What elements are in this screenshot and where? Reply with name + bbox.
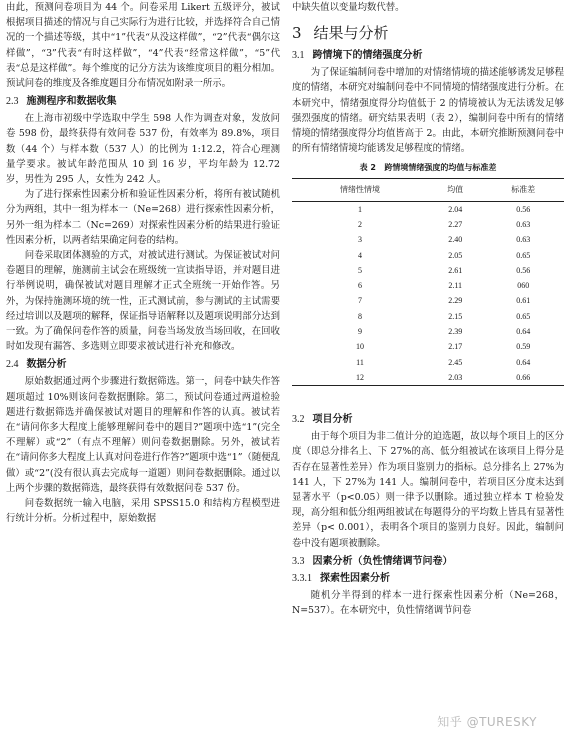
table-header-row: [292, 179, 564, 201]
emotion-intensity-table: [292, 178, 564, 386]
section-number: 3.3: [292, 555, 305, 567]
table-row: [292, 324, 564, 339]
table-cell: 2.29: [448, 296, 463, 306]
table-row: [292, 278, 564, 293]
table-cell: 9: [358, 327, 362, 337]
table-cell: 2.05: [448, 250, 463, 260]
table-title: 跨情境情绪强度的均值与标准差: [384, 163, 497, 173]
section-heading-3-2: [292, 412, 564, 428]
table-cell: 0.56: [516, 265, 531, 275]
table-row: [292, 339, 564, 354]
table-cell: 0.59: [516, 342, 531, 352]
paragraph: 随机分半得到的样本一进行探索性因素分析（Ne=268，N=537）。在本研究中，负性情绪调节问卷: [292, 589, 564, 617]
paragraph: 在上海市初级中学选取中学生 598 人作为调查对象，发放问卷 598 份，最终获得有效问卷 537 份，有效率为 89.8%，项目数（44 个）与样本数（537 人）的比例为 1:12.2，符合心理测量学要求。被试年龄范围从 10 到 16 岁，平均年龄为 12.72 岁，男性为 295 人，女性为 242 人。: [6, 113, 280, 186]
table-cell: 0.64: [516, 327, 531, 337]
table-cell: 5: [358, 265, 362, 275]
table-cell: 1: [358, 204, 362, 214]
table-cell: 2.39: [448, 327, 463, 337]
section-heading-3-3: [292, 554, 564, 570]
table-cell: 2: [358, 219, 362, 229]
table-cell: 2.61: [448, 265, 463, 275]
table-cell: 0.66: [482, 370, 564, 386]
section-heading-3-1: [292, 48, 564, 64]
table-cell: 2.04: [448, 204, 463, 214]
section-title: 数据分析: [26, 359, 67, 371]
section-number: 3: [292, 24, 302, 43]
section-title: 探索性因素分析: [320, 572, 390, 584]
section-number: 3.1: [292, 50, 305, 62]
section-number: 2.3: [6, 96, 19, 108]
table-cell: 12: [292, 370, 428, 386]
table-cell: 0.61: [516, 296, 531, 306]
table-row: [292, 355, 564, 370]
table-cell: 2.17: [448, 342, 463, 352]
paragraph: 问卷采取团体测验的方式，对被试进行测试。为保证被试对问卷题目的理解，施测前主试会在班级统一宣读指导语，并对题目进行举例说明，确保被试对题目理解才正式全班统一开始作答。另外，为保持施测环境的统一性，正式测试前，参与测试的主试需要经过培训以及题项的解释，保证指导语解释以及题项说明部分达到一致。为了确保问卷作答的质量，问卷当场发放当场回收，在回收时如发现有漏答、多选则立即要求被试进行补充和修改。: [6, 250, 280, 353]
section-title: 项目分析: [312, 414, 353, 426]
table-cell: 0.64: [516, 357, 531, 367]
table-header-cell: 情绪性情境: [292, 179, 428, 201]
table-cell: 060: [517, 281, 530, 291]
table-row: [292, 248, 564, 263]
table-cell: 2.40: [448, 235, 463, 245]
table-cell: 0.63: [516, 235, 531, 245]
paragraph: 由于每个项目为非二值计分的迫选题，故以每个项目上的区分度（即总分排名上、下 27%的高、低分组被试在该项目上得分是否存在显著性差异）作为项目鉴别力的指标。总分排名上 27%为 141 人，下 27%为 141 人。编制问卷中，若项目区分度未达到显著水平（p<0.05）则一律予以删除。通过独立样本 T 检验发现，高分组和低分组两组被试在每题得分的平均数上皆具有显著性差异（p< 0.001），表明各个项目的鉴别力良好。因此，编制问卷中没有题项被删除。: [292, 431, 564, 549]
table-cell: 3: [358, 235, 362, 245]
left-column: [6, 0, 280, 527]
table-row: [292, 263, 564, 278]
right-column: [292, 0, 564, 618]
paragraph: 原始数据通过两个步骤进行数据筛选。第一，问卷中缺失作答题项超过 10%则该问卷数据删除。第二，预试问卷通过两道检验题进行数据筛选并确保被试对题目的理解和作答的认真。被试若在“请问你多大程度上能够理解问卷中的题目?”题项中选“1”(完全不理解）或“2”（有点不理解）则问卷数据删除。另外，被试若在“请问你多大程度上认真对问卷进行作答?”题项中选“1”（随便乱做）或“2”(没有很认真去完成每一道题）则问卷数据删除。通过以上两个步骤的数据筛选，最终获得有效数据问卷 537 份。: [6, 376, 280, 494]
table-cell: 0.56: [516, 204, 531, 214]
table-cell: 2.45: [448, 357, 463, 367]
table-cell: 2.15: [448, 311, 463, 321]
section-number: 3.2: [292, 414, 305, 426]
table-cell: 6: [358, 281, 362, 291]
table-cell: 10: [356, 342, 364, 352]
section-title: 结果与分析: [313, 24, 389, 43]
section-heading-2-4: [6, 357, 280, 373]
section-heading-3: [292, 21, 564, 45]
section-number: 3.3.1: [292, 572, 312, 584]
paragraph: 为了保证编制问卷中增加的对情绪情境的描述能够诱发足够程度的情绪，本研究对编制问卷中不同情境的情绪强度进行分析。在本研究中，情绪强度得分均值低于 2 的情境被认为无法诱发足够强烈强度的情绪。研究结果表明（表 2），编制问卷中所有的情绪情境的情绪强度得分均值皆高于 2。由此，本研究推断预测问卷中的所有情绪情境均能诱发足够程度的情绪。: [292, 67, 564, 155]
paragraph: 问卷数据统一输入电脑，采用 SPSS15.0 和结构方程模型进行统计分析。分析过程中，原始数据: [6, 498, 280, 525]
table-row: [292, 293, 564, 308]
table-row: [292, 370, 564, 386]
paragraph: 为了进行探索性因素分析和验证性因素分析，将所有被试随机分为两组，其中一组为样本一（Ne=268）进行探索性因素分析，另外一组为样本二（Nc=269）对探索性因素分析的结果进行验证性因素分析，以两者结果确定问卷的结构。: [6, 189, 280, 246]
table-cell: 2.03: [428, 370, 482, 386]
section-number: 2.4: [6, 359, 19, 371]
table-header-cell: 标准差: [482, 179, 564, 201]
section-heading-3-3-1: [292, 571, 564, 587]
paragraph: 由此，预测问卷项目为 44 个。问卷采用 Likert 五级评分，被试根据项目描述的情况与自己实际行为进行比较，并选择符合自己情况的一个描述等级，其中“1”代表“从没这样做”，“2”代表“偶尔这样做”，“3”代表“有时这样做”，“4”代表“经常这样做”，“5”代表“总是这样做”。每个维度的记分方法为该维度项目的粗分相加。预试问卷的维度及各维度题目分布情况如附录一所示。: [6, 2, 280, 90]
table-cell: 2.11: [448, 281, 463, 291]
section-heading-2-3: [6, 94, 280, 110]
table-body: [292, 201, 564, 386]
table-cell: 2.27: [448, 219, 463, 229]
table-cell: 0.63: [516, 219, 531, 229]
table-row: [292, 201, 564, 217]
table-row: [292, 232, 564, 247]
paragraph: 中缺失值以变量均数代替。: [292, 2, 405, 13]
table-cell: 0.65: [516, 311, 531, 321]
table-cell: 11: [356, 357, 364, 367]
table-number: 表 2: [359, 163, 376, 173]
table-row: [292, 217, 564, 232]
table-caption: [292, 162, 564, 174]
section-title: 跨情境下的情绪强度分析: [312, 50, 423, 62]
table-header-cell: 均值: [428, 179, 482, 201]
table-cell: 8: [358, 311, 362, 321]
section-title: 施测程序和数据收集: [26, 96, 117, 108]
section-title: 因素分析（负性情绪调节问卷）: [312, 555, 453, 567]
table-cell: 0.65: [516, 250, 531, 260]
table-cell: 4: [358, 250, 362, 260]
table-cell: 7: [358, 296, 362, 306]
table-row: [292, 309, 564, 324]
watermark: 知乎 @TURESKY: [437, 715, 537, 729]
